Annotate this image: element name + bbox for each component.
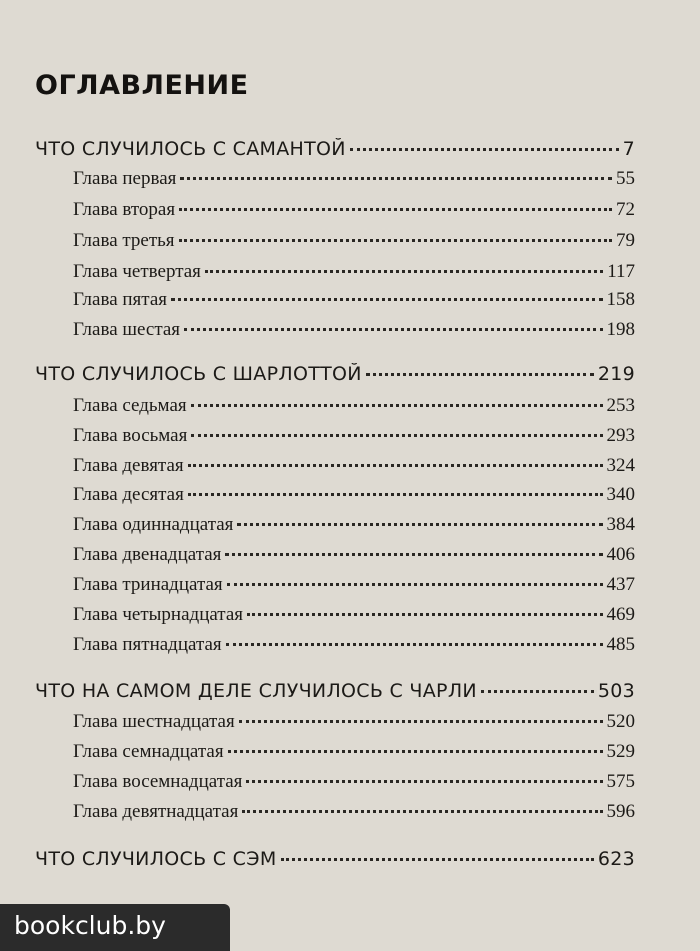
chapter-title: Глава шестая [73, 319, 181, 340]
part-title: ЧТО НА САМОМ ДЕЛЕ СЛУЧИЛОСЬ С ЧАРЛИ [35, 680, 477, 702]
toc-chapter [73, 771, 635, 793]
toc-chapter [73, 711, 635, 733]
chapter-page: 469 [606, 604, 635, 625]
toc-chapter [73, 395, 635, 417]
toc-chapter [73, 604, 635, 626]
chapter-title: Глава седьмая [73, 395, 187, 416]
chapter-title: Глава одиннадцатая [73, 514, 234, 535]
watermark-text: bookclub.by [14, 911, 166, 940]
toc-part-samantha [35, 138, 635, 160]
leader-dots [180, 177, 612, 180]
leader-dots [179, 239, 612, 242]
chapter-page: 340 [606, 484, 635, 505]
leader-dots [188, 493, 603, 496]
leader-dots [226, 643, 603, 646]
toc-part-charlie [35, 680, 635, 702]
watermark-badge [0, 904, 230, 951]
leader-dots [184, 328, 602, 331]
leader-dots [237, 523, 602, 526]
chapter-page: 529 [606, 741, 635, 762]
chapter-page: 72 [616, 199, 635, 220]
leader-dots [188, 464, 603, 467]
toc-chapter [73, 230, 635, 252]
leader-dots [179, 208, 612, 211]
leader-dots [191, 434, 602, 437]
chapter-page: 520 [606, 711, 635, 732]
leader-dots [171, 298, 603, 301]
leader-dots [205, 270, 603, 273]
leader-dots [239, 720, 603, 723]
toc-chapter [73, 289, 635, 311]
part-title: ЧТО СЛУЧИЛОСЬ С ШАРЛОТТОЙ [35, 363, 362, 385]
chapter-title: Глава тринадцатая [73, 574, 223, 595]
chapter-title: Глава десятая [73, 484, 184, 505]
toc-chapter [73, 741, 635, 763]
toc-chapter [73, 168, 635, 190]
leader-dots [481, 690, 594, 693]
chapter-title: Глава девятнадцатая [73, 801, 239, 822]
leader-dots [191, 404, 603, 407]
part-title: ЧТО СЛУЧИЛОСЬ С СЭМ [35, 848, 277, 870]
leader-dots [227, 583, 603, 586]
toc-chapter [73, 425, 635, 447]
toc-part-sam [35, 848, 635, 870]
toc-chapter [73, 319, 635, 341]
part-page: 623 [597, 848, 635, 870]
toc-chapter [73, 514, 635, 536]
chapter-title: Глава третья [73, 230, 175, 251]
toc-chapter [73, 199, 635, 221]
chapter-page: 384 [606, 514, 635, 535]
chapter-page: 198 [606, 319, 635, 340]
chapter-title: Глава двенадцатая [73, 544, 222, 565]
leader-dots [350, 148, 619, 151]
chapter-title: Глава вторая [73, 199, 176, 220]
toc-part-charlotte [35, 363, 635, 385]
leader-dots [242, 810, 602, 813]
toc-chapter [73, 634, 635, 656]
toc-chapter [73, 574, 635, 596]
chapter-title: Глава шестнадцатая [73, 711, 235, 732]
chapter-title: Глава четвертая [73, 261, 201, 282]
leader-dots [225, 553, 602, 556]
toc-chapter [73, 261, 635, 283]
leader-dots [228, 750, 603, 753]
chapter-page: 324 [606, 455, 635, 476]
chapter-title: Глава семнадцатая [73, 741, 224, 762]
leader-dots [281, 858, 594, 861]
chapter-title: Глава девятая [73, 455, 184, 476]
leader-dots [246, 780, 602, 783]
chapter-title: Глава пятнадцатая [73, 634, 222, 655]
chapter-page: 596 [606, 801, 635, 822]
leader-dots [366, 373, 594, 376]
chapter-page: 117 [607, 261, 635, 282]
toc-chapter [73, 484, 635, 506]
part-page: 7 [622, 138, 635, 160]
chapter-title: Глава первая [73, 168, 177, 189]
chapter-page: 406 [606, 544, 635, 565]
chapter-page: 253 [606, 395, 635, 416]
part-page: 219 [597, 363, 635, 385]
chapter-title: Глава восьмая [73, 425, 188, 446]
chapter-page: 485 [606, 634, 635, 655]
chapter-page: 437 [606, 574, 635, 595]
chapter-title: Глава пятая [73, 289, 167, 310]
chapter-title: Глава четырнадцатая [73, 604, 244, 625]
toc-chapter [73, 455, 635, 477]
chapter-title: Глава восемнадцатая [73, 771, 243, 792]
toc-chapter [73, 544, 635, 566]
part-title: ЧТО СЛУЧИЛОСЬ С САМАНТОЙ [35, 138, 346, 160]
leader-dots [247, 613, 602, 616]
chapter-page: 158 [606, 289, 635, 310]
chapter-page: 79 [616, 230, 635, 251]
toc-title: ОГЛАВЛЕНИЕ [35, 70, 249, 101]
chapter-page: 575 [606, 771, 635, 792]
chapter-page: 55 [616, 168, 635, 189]
chapter-page: 293 [606, 425, 635, 446]
part-page: 503 [597, 680, 635, 702]
toc-chapter [73, 801, 635, 823]
